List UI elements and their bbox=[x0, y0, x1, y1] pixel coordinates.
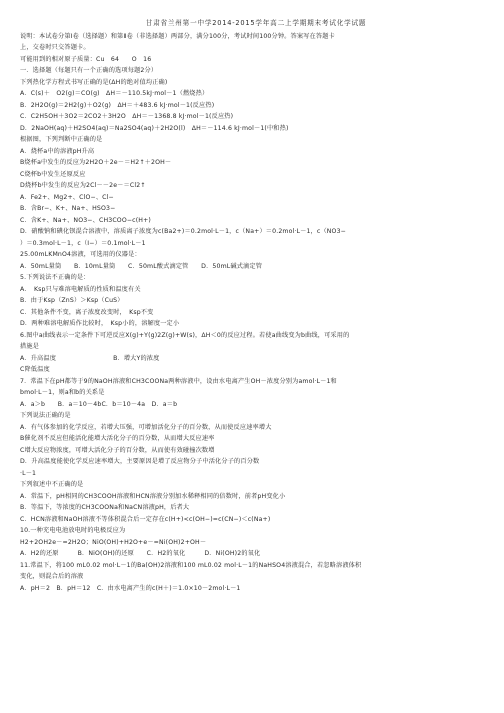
text-line: 一．选择题（每题只有一个正确的选项每题2分） bbox=[20, 67, 158, 74]
text-line: 下列热化学方程式书写正确的是(ΔH的绝对值均正确) bbox=[20, 78, 168, 86]
text-line: 下列说法正确的是 bbox=[20, 412, 71, 419]
text-line: 10.一种充电电池放电时的电极反应为 bbox=[20, 527, 126, 534]
text-line: 根据图，下列判断中正确的是 bbox=[20, 136, 103, 143]
text-line: D．硝酸钠和碘化钡混合溶液中，溶质离子浓度为c(Ba2+)＝0.2mol·L－1，c（Na+）＝0.2mol·L－1，c（NO3− bbox=[20, 228, 346, 235]
text-line: C．HCN溶液和NaOH溶液不等体积混合后一定存在c(H+)<c(OH−)=c(CN−)＜c(Na+) bbox=[20, 515, 271, 523]
text-line: A．C(s)＋ O2(g)＝CO(g) ΔH＝－110.5kJ·mol－1（燃烧热） bbox=[20, 90, 209, 97]
text-line: 变化，则混合后的溶液 bbox=[20, 573, 84, 580]
text-line: D烧杯b中发生的反应为2Cl－－2e－＝Cl2↑ bbox=[20, 182, 146, 189]
text-line: A．50mL量筒 B．10mL量筒 C．50mL酸式滴定管 D．50mL碱式滴定管 bbox=[20, 262, 263, 270]
text-line: 7．常温下在pH都等于9的NaOH溶液和CH3COONa两种溶液中，设由水电离产生OH－浓度分别为amol·L－1和 bbox=[20, 377, 337, 385]
text-line: B．由于Ksp（ZnS）＞Ksp（CuS） bbox=[20, 297, 124, 304]
text-line: A．常温下，pH相同的CH3COOH溶液和HCN溶液分别加水稀释相同的倍数时，前者pH变化小 bbox=[20, 492, 286, 500]
document-page bbox=[18, 18, 494, 594]
text-line: 25.00mLKMnO4溶液，可选用的仪器是： bbox=[20, 251, 141, 258]
text-line: B．含Br−、K+、Na+、HSO3− bbox=[20, 205, 116, 212]
text-line: 5.下列说法不正确的是： bbox=[20, 274, 90, 281]
text-line: A．a＞b B．a＝10－4bC．b＝10－4a D．a＝b bbox=[20, 400, 178, 408]
text-line: B．等温下，等浓度的CH3COONa和NaCN溶液pH，后者大 bbox=[20, 504, 190, 511]
text-line: 可能用到的相对原子质量：Cu 64 O 16 bbox=[20, 55, 152, 63]
text-line: B烧杯a中发生的反应为2H2O＋2e－＝H2↑＋2OH－ bbox=[20, 159, 172, 166]
document-title: 甘肃省兰州第一中学2014-2015学年高二上学期期末考试化学试题 bbox=[145, 19, 367, 27]
text-line: C烧杯b中发生还原反应 bbox=[20, 170, 86, 178]
text-line: 说明：本试卷分第Ⅰ卷（选择题）和第Ⅱ卷（非选择题）两部分，满分100分，考试时间100分钟。答案写在答题卡 bbox=[20, 32, 335, 40]
document-body bbox=[18, 31, 494, 595]
text-line: A．pH＝2 B．pH＝12 C．由水电离产生的c(H＋)＝1.0×10－2mol·L－1 bbox=[20, 584, 241, 592]
text-line: 下列叙述中不正确的是 bbox=[20, 481, 84, 488]
text-line: C．C2H5OH＋3O2＝2CO2＋3H2O ΔH＝－1368.8 kJ·mol－1(反应热) bbox=[20, 113, 234, 120]
text-line: C．含K+、Na+、NO3−、CH3COO−c(H+) bbox=[20, 216, 151, 224]
text-line: D．2NaOH(aq)＋H2SO4(aq)＝Na2SO4(aq)＋2H2O(l) ΔH＝－114.6 kJ·mol－1(中和热) bbox=[20, 124, 289, 132]
text-line: A．烧杯a中的溶液pH升高 bbox=[20, 147, 95, 155]
text-line: 11.常温下，将100 mL0.02 mol·L－1的Ba(OH)2溶液和100 mL0.02 mol·L－1的NaHSO4溶液混合，若忽略溶液体积 bbox=[20, 561, 362, 569]
text-line: 措施是 bbox=[20, 343, 40, 350]
text-line: C降低温度 bbox=[20, 366, 50, 373]
text-line: H2+2OH2e－=2H2O；NiO(OH)+H2O+e－=Ni(OH)2+OH－ bbox=[20, 538, 207, 546]
text-line: ）＝0.3mol·L－1，c（I−）＝0.1mol·L－1 bbox=[20, 239, 146, 247]
text-line: 上，交卷时只交答题卡。 bbox=[20, 44, 90, 51]
text-line: C．其他条件不变，离子浓度改变时， Ksp不变 bbox=[20, 308, 154, 316]
text-line: A．升高温度 B．增大Y的浓度 bbox=[20, 354, 160, 362]
text-line: D．两种难溶电解质作比较时， Ksp小的，溶解度一定小 bbox=[20, 320, 180, 327]
text-line: B．2H2O(g)＝2H2(g)＋O2(g) ΔH＝＋483.6 kJ·mol－1(反应热) bbox=[20, 101, 215, 109]
text-line: bmol·L－1，则a和b的关系是 bbox=[20, 389, 105, 396]
text-line: ·L－1 bbox=[20, 469, 37, 477]
text-line: A．H2的还原 B．NiO(OH)的还原 C．H2的氧化 D．Ni(OH)2的氧化 bbox=[20, 550, 261, 557]
text-line: A．Fe2+、Mg2+、ClO−、Cl− bbox=[20, 193, 114, 201]
text-line: 6.图中a曲线表示一定条件下可逆反应X(g)+Y(g)2Z(g)+W(s)，ΔH＜0的反应过程。若使a曲线变为b曲线，可采用的 bbox=[20, 331, 350, 339]
text-line: D．升高温度能使化学反应速率增大，主要原因是增了反应物分子中活化分子的百分数 bbox=[20, 458, 260, 465]
text-line: A．有气体参加的化学反应，若增大压强，可增加活化分子的百分数，从而使反应速率增大 bbox=[20, 423, 272, 431]
text-line: A． Ksp只与难溶电解质的性质和温度有关 bbox=[20, 285, 141, 293]
text-line: B催化剂不反应但能活化能增大活化分子的百分数，从而增大反应速率 bbox=[20, 435, 215, 442]
text-line: C增大反应物浓度，可增大活化分子的百分数，从而使有效碰撞次数增 bbox=[20, 446, 215, 454]
